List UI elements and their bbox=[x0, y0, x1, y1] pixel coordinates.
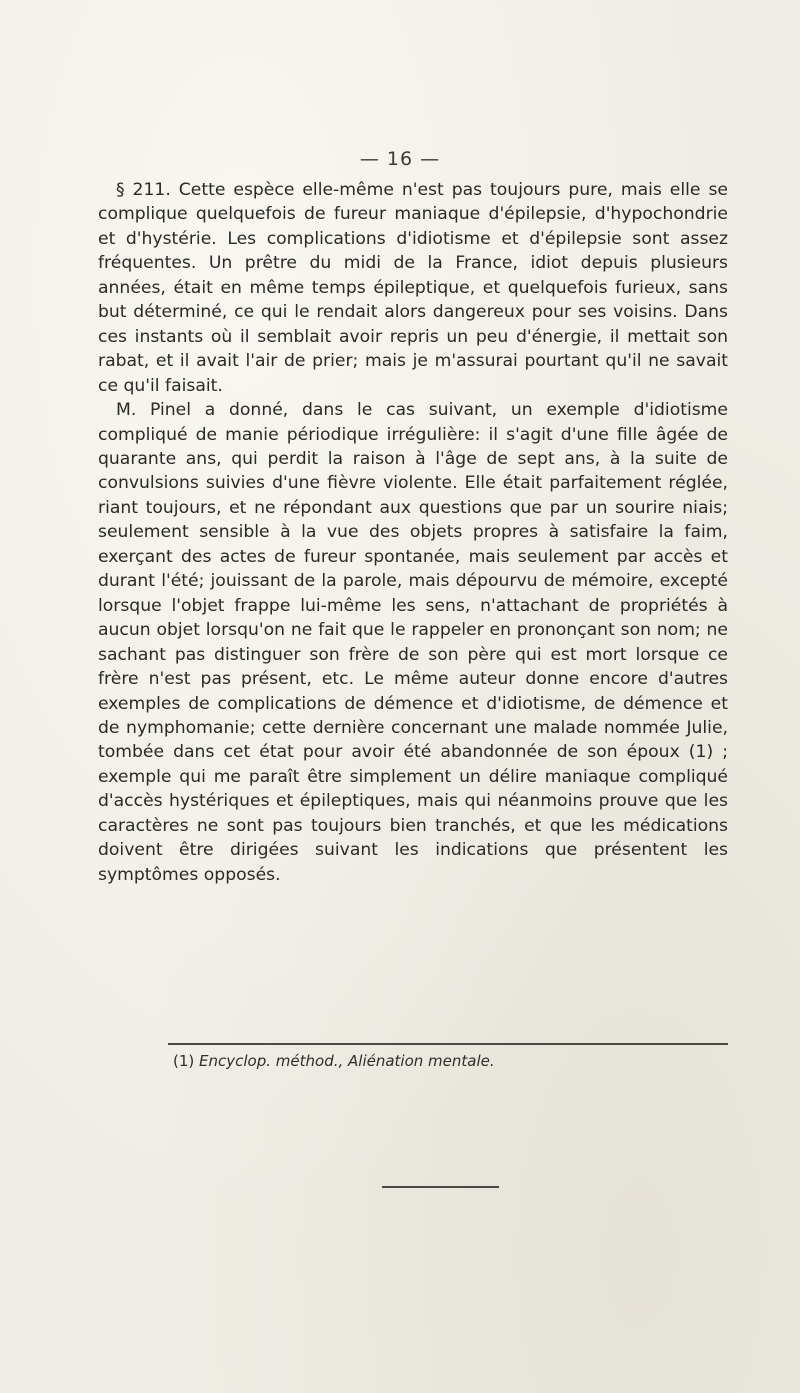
page-number: — 16 — bbox=[359, 148, 441, 170]
paragraph-pinel: M. Pinel a donné, dans le cas suivant, un exemple d'idiotisme compliqué de manie périodique irrégulière: il s'agit d'une fille âgée de quarante ans, qui perdit la raison à l'âge de sept ans, à la suite de convulsions suivies d'une fièvre violente. Elle était parfaitement réglée, riant toujours, et ne répondant aux questions que par un sourire niais; seulement sensible à la vue des objets propres à satisfaire la faim, exerçant des actes de fureur spontanée, mais seulement par accès et durant l'été; jouissant de la parole, mais dépourvu de mémoire, excepté lorsque l'objet frappe lui-même les sens, n'attachant de propriétés à aucun objet lorsqu'on ne fait que le rappeler en prononçant son nom; ne sachant pas distinguer son frère de son père qui est mort lorsque ce frère n'est pas présent, etc. Le même auteur donne encore d'autres exemples de complications de démence et d'idiotisme, de démence et de nymphomanie; cette dernière concernant une malade nommée Julie, tombée dans cet état pour avoir été abandonnée de son époux (1) ; exemple qui me paraît être simplement un délire maniaque compliqué d'accès hystériques et épileptiques, mais qui néanmoins prouve que les caractères ne sont pas toujours bien tranchés, et que les médications doivent être dirigées suivant les indications que présentent les symptômes opposés. bbox=[98, 400, 728, 885]
footnote-text: Encyclop. méthod., Aliénation mentale. bbox=[199, 1052, 495, 1070]
paragraph-211: § 211. Cette espèce elle-même n'est pas toujours pure, mais elle se complique quelquefois de fureur maniaque d'épilepsie, d'hypochondrie et d'hystérie. Les complications d'idiotisme et d'épilepsie sont assez fréquentes. Un prêtre du midi de la France, idiot depuis plusieurs années, était en même temps épileptique, et quelquefois furieux, sans but déterminé, ce qui le rendait alors dangereux pour ses voisins. Dans ces instants où il semblait avoir repris un peu d'énergie, il mettait son rabat, et il avait l'air de prier; mais je m'assurai pourtant qu'il ne savait ce qu'il faisait. bbox=[98, 180, 728, 396]
body-text bbox=[98, 178, 728, 887]
footnote-separator bbox=[168, 1043, 728, 1045]
footnote-marker: (1) bbox=[173, 1052, 195, 1070]
end-rule bbox=[382, 1186, 499, 1188]
footnote bbox=[173, 1052, 495, 1070]
